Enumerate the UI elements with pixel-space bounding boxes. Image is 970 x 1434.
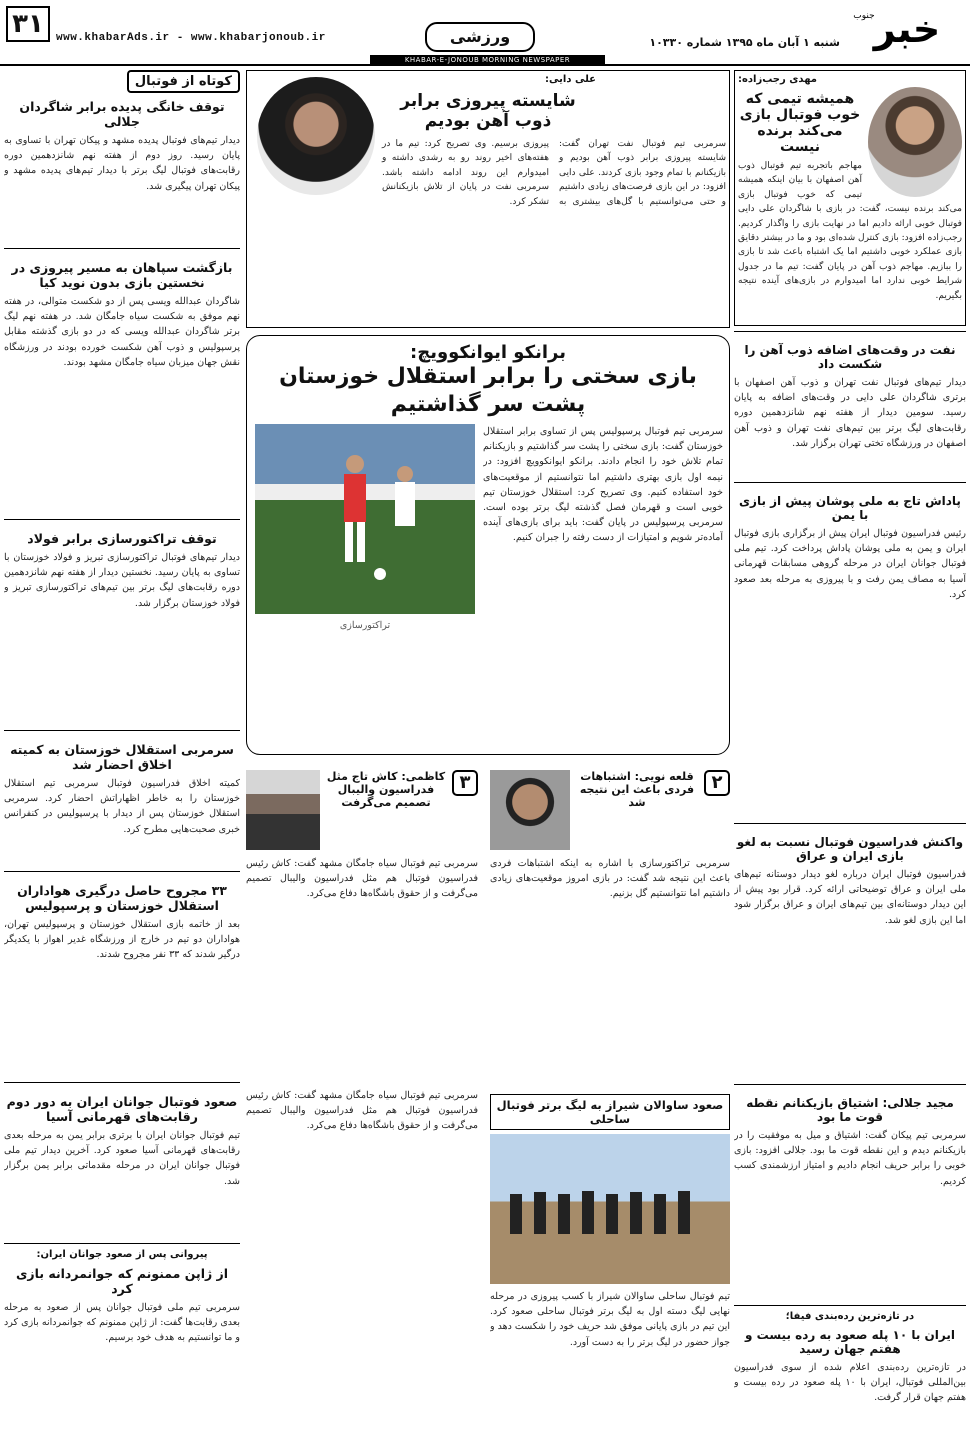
dateline: شنبه ۱ آبان ماه ۱۳۹۵ شماره ۱۰۳۳۰ <box>649 36 840 49</box>
news-body: سرمربی تیم ملی فوتبال جوانان پس از صعود به مرحله بعدی رقابت‌ها گفت: از ژاپن ممنونم که جوانمردانه بازی کرد و ما توانستیم به هدف خود برسیم. <box>4 1302 240 1344</box>
news-item <box>4 736 240 866</box>
divider <box>734 331 966 332</box>
team-player <box>630 1192 642 1234</box>
news-item <box>734 1090 966 1300</box>
top-center-article <box>246 70 730 328</box>
news-kicker: پیروانی پس از صعود جوانان ایران: <box>36 1249 208 1260</box>
article-body: مهاجم باتجربه تیم فوتبال ذوب آهن اصفهان با بیان اینکه همیشه تیمی که خوب فوتبال بازی می‌کند برنده نیست، گفت: در بازی با شاگردان علی دایی فوتبال خوبی ارائه دادیم اما در نهایت بازی را واگذار کردیم. رجب‌زاده افزود: بازی کنترل شده‌ای بود و ما در بیشتر دقایق بازی عملکرد خوبی داشتیم اما یک اشتباه باعث شد تا بازی را ببازیم. مهاجم ذوب آهن در پایان گفت: تیم ما در جدول شرایط خوبی ندارد اما امیدوارم در بازی‌های آینده نتیجه بگیریم. <box>738 161 962 301</box>
feature-kicker: برانکو ایوانکوویچ: <box>410 342 566 363</box>
top-right-article <box>734 70 966 326</box>
news-item <box>4 525 240 725</box>
box-2-article <box>490 770 730 1080</box>
box-3-header <box>246 770 478 850</box>
byline: علی دایی: <box>545 74 596 85</box>
beach-soccer-article <box>490 1088 730 1428</box>
right-column <box>734 70 966 1430</box>
news-headline: از ژاپن ممنونم که جوانمردانه بازی کرد <box>15 1266 229 1296</box>
match-photo <box>255 424 475 614</box>
team-player <box>678 1191 690 1234</box>
continued-body: سرمربی تیم فوتبال سیاه جامگان مشهد گفت: کاش رئیس فدراسیون فوتبال هم مثل فدراسیون والیبال تصمیم می‌گرفت و از حقوق باشگاه‌ها دفاع می‌کرد. <box>246 1090 478 1132</box>
team-photo <box>490 1134 730 1284</box>
divider <box>734 482 966 483</box>
news-headline: واکنش فدراسیون فوتبال نسبت به لغو بازی ایران و عراق <box>736 835 964 863</box>
kazemi-photo <box>246 770 320 850</box>
news-item <box>734 337 966 477</box>
masthead <box>0 0 970 66</box>
article-headline: همیشه تیمی که خوب فوتبال بازی می‌کند برنده نیست <box>739 91 861 155</box>
player-head <box>397 466 413 482</box>
team-player <box>606 1194 618 1234</box>
box-3-article <box>246 770 478 1080</box>
divider <box>4 730 240 731</box>
box-number: ۳ <box>452 770 478 796</box>
player-shirt <box>344 474 366 522</box>
box-2-body: سرمربی تراکتورسازی با اشاره به اینکه اشتباهات فردی باعث این نتیجه شد گفت: در بازی امروز موقعیت‌های زیادی داشتیم اما نتوانستیم گل بزنیم. <box>490 858 730 900</box>
news-body: دیدار تیم‌های فوتبال پدیده مشهد و پیکان تهران با تساوی به پایان رسید. روز دوم از هفته نهم شانزدهمین دوره رقابت‌های فوتبال لیگ برتر با دیدار تیم‌های پدیده مشهد و پیکان تهران پیگیری شد. <box>4 135 240 192</box>
news-item <box>734 829 966 1079</box>
divider <box>4 1243 240 1244</box>
divider <box>734 1305 966 1306</box>
news-headline: صعود فوتبال جوانان ایران به دور دوم رقابت‌های قهرمانی آسیا <box>6 1094 238 1124</box>
left-column <box>4 70 240 1430</box>
news-body: بعد از خاتمه بازی استقلال خوزستان و پرسپولیس تهران، هواداران دو تیم در خارج از ورزشگاه غدیر اهواز با یکدیگر درگیر شدند که ۳۳ نفر مجروح شدند. <box>4 919 240 961</box>
divider <box>734 823 966 824</box>
news-headline: پاداش تاج به ملی پوشان پیش از بازی با یمن <box>739 494 961 522</box>
news-headline: ۳۳ مجروح حاصل درگیری هواداران استقلال خوزستان و پرسپولیس <box>17 883 227 913</box>
news-body: رئیس فدراسیون فوتبال ایران پیش از برگزاری بازی فوتبال ایران و یمن به ملی پوشان پاداش پرداخت کرد. تیم ملی فوتبال جوانان ایران در مرحله گروهی مسابقات قهرمانی آسیا به مصاف یمن رفت و با پیروزی به مرحله بعد صعود کرد. <box>734 528 966 600</box>
box-2-header <box>490 770 730 850</box>
player-leg <box>345 522 353 562</box>
news-item <box>4 877 240 1077</box>
feature-body: سرمربی تیم فوتبال پرسپولیس پس از تساوی برابر استقلال خوزستان گفت: بازی سختی را پشت سر گذاشتیم و بازیکنانم تمام تلاش خود را انجام دادند. برانکو ایوانکوویچ افزود: در نیمه اول بازی بهتری داشتیم اما نتوانستیم از موقعیت‌های خود استفاده کنیم. وی تصریح کرد: استقلال خوزستان تیم خوبی است و قهرمان فصل گذشته لیگ برتر بوده است. سرمربی پرسپولیس در پایان گفت: باید برای بازی‌های آینده آماده‌تر شویم و امتیازات از دست رفته را جبران کنیم. <box>483 426 723 544</box>
coach-photo <box>257 77 375 195</box>
article-body: سرمربی تیم فوتبال نفت تهران گفت: شایسته پیروزی برابر ذوب آهن بودیم و بازیکنانم با تمام وجود بازی کردند. علی دایی افزود: در این بازی فرصت‌های زیادی داشتیم و حتی می‌توانستیم با گل‌های بیشتری به پیروزی برسیم. وی تصریح کرد: تیم ما در هفته‌های اخیر روند رو به رشدی داشته و امیدوارم این روند ادامه داشته باشد. سرمربی نفت در پایان از تلاش بازیکنانش تشکر کرد. <box>382 139 726 207</box>
masthead-strip: KHABAR-E-JONOUB MORNING NEWSPAPER <box>370 55 605 66</box>
newspaper-logo <box>852 4 962 54</box>
news-item <box>4 1088 240 1238</box>
logo-subtext: جنوب <box>853 11 875 21</box>
team-player <box>510 1194 522 1234</box>
beach-body: تیم فوتبال ساحلی ساوالان شیراز با کسب پیروزی در مرحله نهایی لیگ دسته اول به لیگ برتر فوتبال ساحلی صعود کرد. این تیم در بازی پایانی موفق شد حریف خود را شکست دهد و جواز حضور در لیگ برتر را به دست آورد. <box>490 1291 730 1348</box>
news-body: فدراسیون فوتبال ایران درباره لغو دیدار دوستانه تیم‌های ملی ایران و عراق توضیحاتی ارائه کرد. قرار بود پیش از این دیدار دوستانه‌ای بین تیم‌های ایران و عراق برگزار شود اما این بازی لغو شد. <box>734 869 966 926</box>
divider <box>734 1084 966 1085</box>
players-illustration <box>255 424 475 614</box>
team-player <box>534 1192 546 1234</box>
news-item <box>734 1311 966 1430</box>
news-body: در تازه‌ترین رده‌بندی اعلام شده از سوی فدراسیون بین‌المللی فوتبال، ایران با ۱۰ پله صعود در رده بیست و هفتم جهان قرار گرفت. <box>734 1362 966 1404</box>
team-player <box>654 1194 666 1234</box>
news-headline: بازگشت سپاهان به مسیر پیروزی در نخستین بازی بدون نوید کیا <box>11 260 233 290</box>
news-item <box>4 254 240 514</box>
logo-mark <box>852 4 962 54</box>
news-item <box>4 93 240 243</box>
news-box-title: کوتاه از فوتبال <box>127 70 240 93</box>
news-headline: توقف خانگی پدیده برابر شاگردان جلالی <box>19 99 225 129</box>
divider <box>4 871 240 872</box>
box-2-headline: قلعه نویی: اشتباهات فردی باعث این نتیجه شد <box>579 770 695 809</box>
team-player <box>558 1194 570 1234</box>
news-headline: ایران با ۱۰ پله صعود به رده بیست و هفتم جهان رسید <box>745 1328 955 1356</box>
team-player <box>582 1191 594 1234</box>
news-body: کمیته اخلاق فدراسیون فوتبال سرمربی تیم استقلال خوزستان را به خاطر اظهاراتش احضار کرد. سرمربی استقلال خوزستان پس از دیدار با پرسپولیس در کنفرانس خبری صحبت‌هایی مطرح کرد. <box>4 778 240 835</box>
box-number: ۲ <box>704 770 730 796</box>
byline: مهدی رجب‌زاده: <box>738 74 817 85</box>
box-3-headline: کاظمی: کاش تاج مثل فدراسیون والیبال تصمیم می‌گرفت <box>326 770 446 809</box>
news-body: دیدار تیم‌های فوتبال تراکتورسازی تبریز و فولاد خوزستان با تساوی به پایان رسید. نخستین دیدار از هفته نهم شانزدهمین دوره رقابت‌های لیگ برتر بین تیم‌های تراکتورسازی تبریز و فولاد خوزستان برگزار شد. <box>4 552 240 609</box>
news-box-title-wrap <box>4 70 240 93</box>
player-photo <box>868 87 962 197</box>
site-url[interactable]: www.khabarAds.ir - www.khabarjonoub.ir <box>56 32 326 44</box>
news-headline: سرمربی استقلال خوزستان به کمیته اخلاق احضار شد <box>10 742 234 772</box>
logo-text: خبر <box>873 7 941 51</box>
feature-photo-wrap <box>255 424 475 764</box>
page-number: ۳۱ <box>6 6 50 42</box>
ghalenoei-photo <box>490 770 570 850</box>
ball <box>374 568 386 580</box>
team-illustration <box>490 1134 730 1284</box>
feature-body-wrap <box>253 424 723 764</box>
player-shirt <box>395 482 415 526</box>
news-item <box>734 488 966 818</box>
news-body: سرمربی تیم پیکان گفت: اشتیاق و میل به موفقیت را در بازیکنانم دیدم و این نقطه قوت ما بود. جلالی افزود: بازی خوبی را برابر حریف انجام دادیم و امتیاز ارزشمندی کسب کردیم. <box>734 1130 966 1187</box>
player-head <box>346 455 364 473</box>
feature-headline: بازی سختی را برابر استقلال خوزستان پشت سر گذاشتیم <box>279 364 697 417</box>
continued-text <box>246 1088 478 1428</box>
player-leg <box>357 522 365 562</box>
news-headline: توقف تراکتورسازی برابر فولاد <box>27 531 217 546</box>
news-kicker: در تازه‌ترین رده‌بندی فیفا؛ <box>785 1311 915 1322</box>
divider <box>4 1082 240 1083</box>
news-item <box>4 1249 240 1399</box>
news-headline: نفت در وقت‌های اضافه ذوب آهن را شکست داد <box>744 343 956 371</box>
divider <box>4 248 240 249</box>
feature-article <box>246 335 730 755</box>
news-body: شاگردان عبدالله ویسی پس از دو شکست متوالی، در هفته نهم موفق به شکست سیاه جامگان شد. در هفته نهم لیگ برتر شاگردان عبدالله ویسی که در دو بازی گذشته مقابل پرسپولیس و ذوب آهن شکست خورده بودند در ورزشگاه نقش جهان میزبان سیاه جامگان مشهد بودند. <box>4 296 240 368</box>
section-label: ورزشی <box>425 22 535 52</box>
article-headline: شایسته پیروزی برابر ذوب آهن بودیم <box>400 91 576 131</box>
photo-caption: تراکتورسازی <box>339 620 391 631</box>
news-headline: مجید جلالی: اشتیاق بازیکنانم نقطه قوت ما بود <box>746 1096 954 1124</box>
news-body: دیدار تیم‌های فوتبال نفت تهران و ذوب آهن اصفهان با برتری شاگردان علی دایی در وقت‌های اضافه به پایان رسید. سومین دیدار از هفته نهم شانزدهمین دوره رقابت‌های لیگ برتر بین تیم‌های نفت تهران و ذوب آهن اصفهان در ورزشگاه تختی تهران برگزار شد. <box>734 377 966 449</box>
news-body: تیم فوتبال جوانان ایران با برتری برابر یمن به مرحله بعدی رقابت‌های قهرمانی آسیا صعود کرد. آخرین دیدار تیم ملی فوتبال جوانان ایران در مرحله مقدماتی برابر یمن برگزار شد. <box>4 1130 240 1187</box>
beach-headline: صعود ساوالان شیراز به لیگ برتر فوتبال ساحلی <box>490 1094 730 1130</box>
divider <box>4 519 240 520</box>
box-3-body: سرمربی تیم فوتبال سیاه جامگان مشهد گفت: کاش رئیس فدراسیون فوتبال هم مثل فدراسیون والیبال تصمیم می‌گرفت و از حقوق باشگاه‌ها دفاع می‌کرد. <box>246 858 478 900</box>
